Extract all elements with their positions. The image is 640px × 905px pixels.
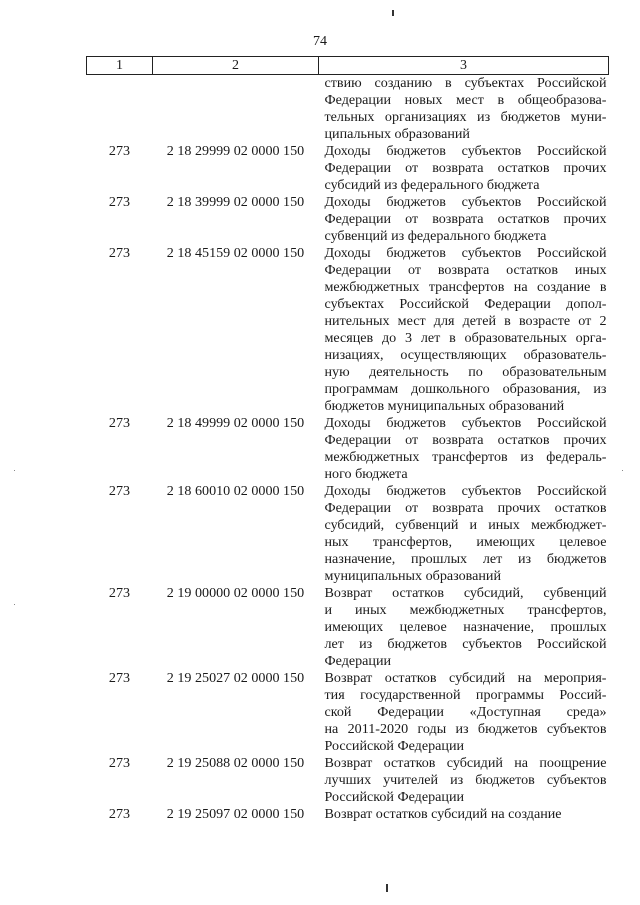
description-cell bbox=[319, 670, 609, 755]
description-line: ципальных образований bbox=[324, 126, 470, 142]
admin-code-cell: 273 bbox=[108, 755, 131, 771]
table-header bbox=[87, 57, 609, 75]
description-cell bbox=[319, 585, 609, 670]
description-line: на 2011-2020 годы из бюджетов субъектов bbox=[324, 721, 607, 737]
description-line: ную деятельность по образовательным bbox=[324, 364, 607, 380]
scan-mark-bottom bbox=[386, 884, 388, 892]
description-line: лучших учителей из бюджетов субъектов bbox=[324, 772, 607, 788]
description-line: лет из бюджетов субъектов Российской bbox=[324, 636, 607, 652]
page-number: 74 bbox=[313, 34, 327, 49]
description-cell bbox=[319, 755, 609, 806]
budget-code-cell: 2 19 00000 02 0000 150 bbox=[166, 585, 305, 601]
admin-code-cell: 273 bbox=[108, 806, 131, 822]
description-line: Доходы бюджетов субъектов Российской bbox=[324, 483, 607, 499]
description-cell bbox=[319, 483, 609, 585]
admin-code-cell: 273 bbox=[108, 585, 131, 601]
header-col-1: 1 bbox=[87, 57, 153, 75]
description-line: Российской Федерации bbox=[324, 789, 465, 805]
description-cell bbox=[319, 194, 609, 245]
description-line: нительных мест для детей в возрасте от 2 bbox=[324, 313, 607, 329]
table-row bbox=[87, 755, 609, 806]
table-row bbox=[87, 806, 609, 823]
table-row bbox=[87, 194, 609, 245]
table-row bbox=[87, 245, 609, 415]
description-line: программам дошкольного образования, из bbox=[324, 381, 607, 397]
budget-code-cell bbox=[153, 75, 319, 144]
description-line: и иных межбюджетных трансфертов, bbox=[324, 602, 607, 618]
description-line: субвенций из федерального бюджета bbox=[324, 228, 547, 244]
scan-mark-top bbox=[392, 10, 394, 16]
description-line: муниципальных образований bbox=[324, 568, 502, 584]
description-line: Возврат остатков субсидий на мероприя- bbox=[324, 670, 607, 686]
description-line: Федерации от возврата остатков прочих bbox=[324, 160, 607, 176]
description-line: тельных организациях из бюджетов муни- bbox=[324, 109, 607, 125]
budget-code-cell: 2 18 29999 02 0000 150 bbox=[166, 143, 305, 159]
description-line: субъектах Российской Федерации допол- bbox=[324, 296, 607, 312]
description-line: имеющих целевое назначение, прошлых bbox=[324, 619, 607, 635]
description-line: Федерации от возврата остатков иных bbox=[324, 262, 607, 278]
description-line: месяцев до 3 лет в образовательных орга- bbox=[324, 330, 607, 346]
budget-code-cell: 2 18 39999 02 0000 150 bbox=[166, 194, 305, 210]
description-line: Федерации от возврата остатков прочих bbox=[324, 211, 607, 227]
description-line: Федерации новых мест в общеобразова- bbox=[324, 92, 607, 108]
admin-code-cell: 273 bbox=[108, 143, 131, 159]
description-line: межбюджетных трансфертов из федераль- bbox=[324, 449, 607, 465]
admin-code-cell bbox=[87, 75, 153, 144]
admin-code-cell: 273 bbox=[108, 415, 131, 431]
description-line: межбюджетных трансфертов на создание в bbox=[324, 279, 607, 295]
table-row bbox=[87, 75, 609, 144]
description-cell bbox=[319, 75, 609, 144]
description-line: Доходы бюджетов субъектов Российской bbox=[324, 143, 607, 159]
description-line: ствию созданию в субъектах Российской bbox=[324, 75, 607, 91]
budget-code-cell: 2 18 49999 02 0000 150 bbox=[166, 415, 305, 431]
description-line: ного бюджета bbox=[324, 466, 408, 482]
description-cell bbox=[319, 806, 609, 823]
budget-code-cell: 2 19 25097 02 0000 150 bbox=[166, 806, 305, 822]
description-cell bbox=[319, 245, 609, 415]
description-line: Доходы бюджетов субъектов Российской bbox=[324, 415, 607, 431]
admin-code-cell: 273 bbox=[108, 483, 131, 499]
description-line: Доходы бюджетов субъектов Российской bbox=[324, 194, 607, 210]
description-line: ской Федерации «Доступная среда» bbox=[324, 704, 607, 720]
description-line: Федерации bbox=[324, 653, 392, 669]
budget-code-cell: 2 19 25027 02 0000 150 bbox=[166, 670, 305, 686]
scan-dot bbox=[14, 604, 15, 605]
table-row bbox=[87, 585, 609, 670]
header-col-2: 2 bbox=[153, 57, 319, 75]
table-row bbox=[87, 415, 609, 483]
scan-dot bbox=[14, 470, 15, 471]
budget-code-cell: 2 18 60010 02 0000 150 bbox=[166, 483, 305, 499]
header-col-3: 3 bbox=[319, 57, 609, 75]
description-line: Возврат остатков субсидий, субвенций bbox=[324, 585, 607, 601]
description-line: ных трансфертов, имеющих целевое bbox=[324, 534, 607, 550]
description-line: Доходы бюджетов субъектов Российской bbox=[324, 245, 607, 261]
budget-classification-table bbox=[86, 56, 609, 823]
description-line: Российской Федерации bbox=[324, 738, 465, 754]
budget-code-cell: 2 19 25088 02 0000 150 bbox=[166, 755, 305, 771]
description-line: бюджетов муниципальных образований bbox=[324, 398, 565, 414]
description-line: низациях, осуществляющих образователь- bbox=[324, 347, 607, 363]
description-line: Возврат остатков субсидий на поощрение bbox=[324, 755, 607, 771]
description-line: Федерации от возврата остатков прочих bbox=[324, 432, 607, 448]
description-line: тия государственной программы Россий- bbox=[324, 687, 607, 703]
admin-code-cell: 273 bbox=[108, 245, 131, 261]
budget-code-cell: 2 18 45159 02 0000 150 bbox=[166, 245, 305, 261]
table-body bbox=[87, 75, 609, 824]
admin-code-cell: 273 bbox=[108, 670, 131, 686]
description-line: Федерации от возврата прочих остатков bbox=[324, 500, 607, 516]
admin-code-cell: 273 bbox=[108, 194, 131, 210]
description-line: Возврат остатков субсидий на создание bbox=[324, 806, 562, 822]
description-cell bbox=[319, 143, 609, 194]
table-row bbox=[87, 670, 609, 755]
description-line: субсидий, субвенций и иных межбюджет- bbox=[324, 517, 607, 533]
scan-dot bbox=[622, 470, 623, 471]
table-row bbox=[87, 483, 609, 585]
description-cell bbox=[319, 415, 609, 483]
table-row bbox=[87, 143, 609, 194]
description-line: назначение, прошлых лет из бюджетов bbox=[324, 551, 607, 567]
description-line: субсидий из федерального бюджета bbox=[324, 177, 540, 193]
